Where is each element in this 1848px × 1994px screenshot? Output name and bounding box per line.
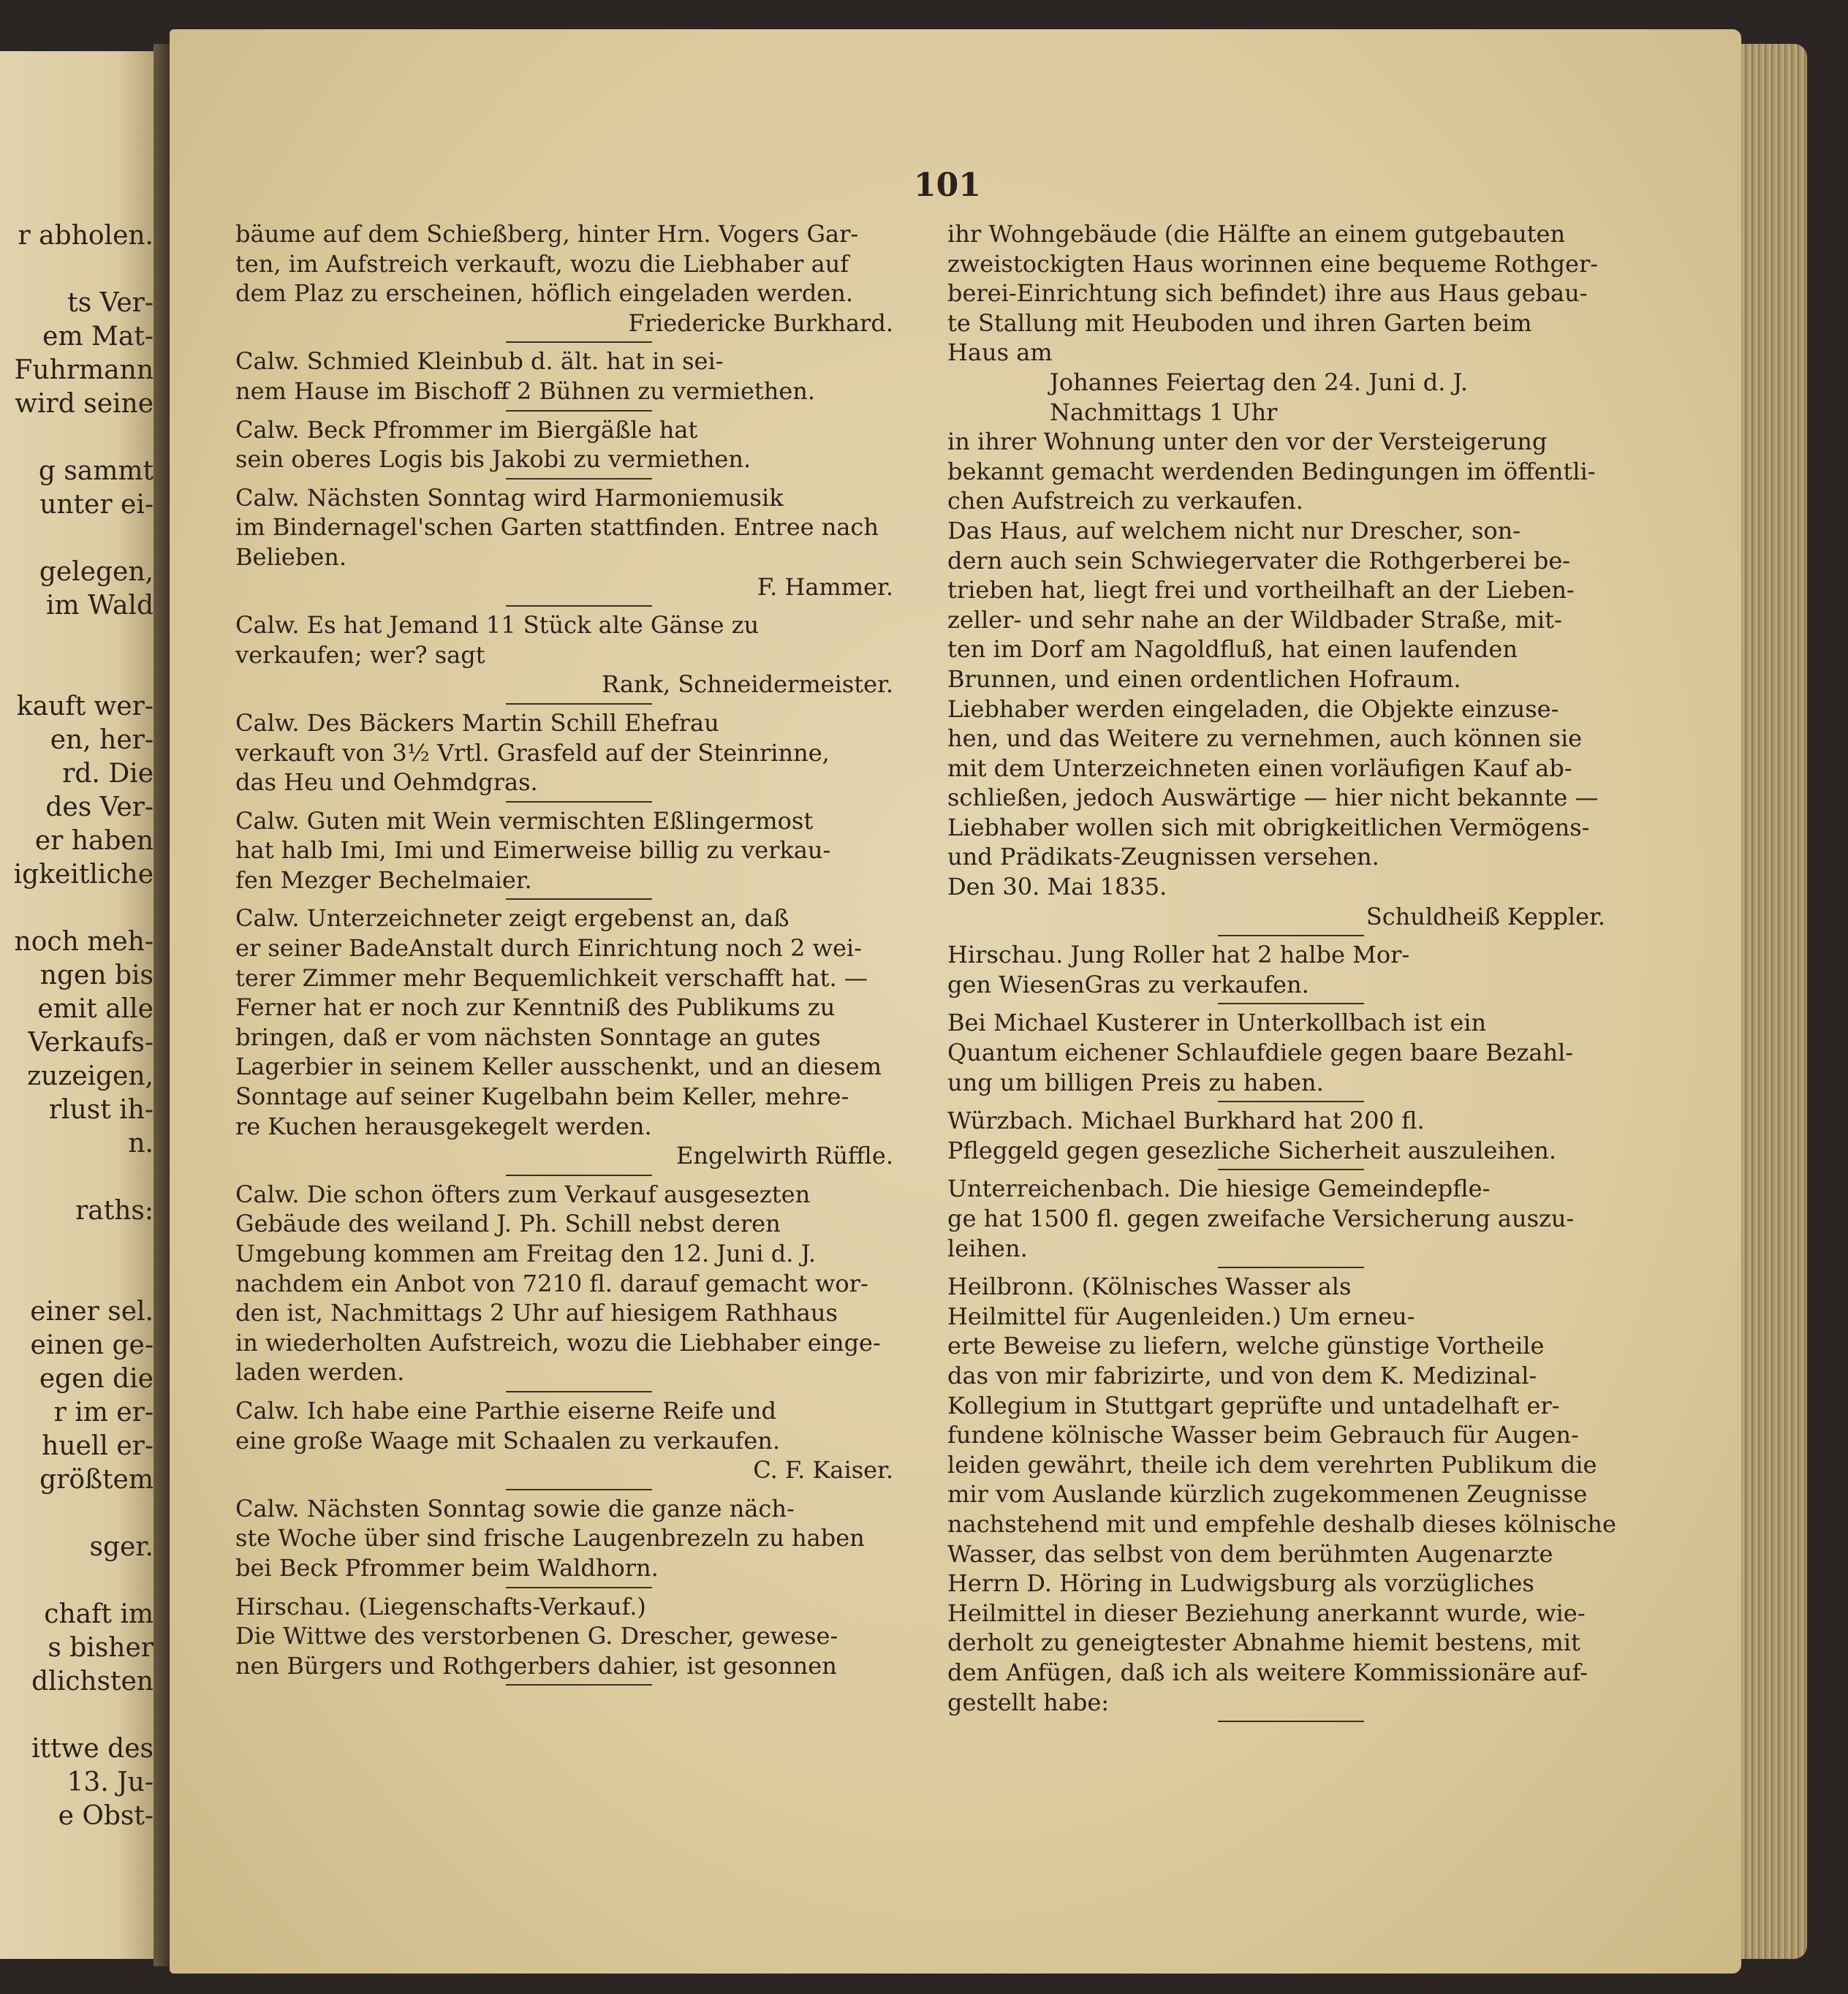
left-fragment-line: Fuhrmann <box>14 355 154 385</box>
text-line: Calw. Nächsten Sonntag sowie die ganze näch- <box>235 1494 795 1523</box>
signature-line: Friedericke Burkhard. <box>628 308 893 337</box>
notice-entry <box>235 1396 923 1485</box>
left-fragment-line: des Ver- <box>45 792 154 822</box>
text-line: leihen. <box>947 1234 1028 1262</box>
text-line: Calw. Es hat Jemand 11 Stück alte Gänse zu <box>235 611 760 640</box>
left-fragment-line: emit alle <box>37 994 154 1024</box>
left-fragment-line: zuzeigen, <box>27 1061 154 1091</box>
text-line: Bei Michael Kusterer in Unterkollbach ist ein <box>947 1009 1487 1037</box>
left-fragment-line <box>0 1564 154 1598</box>
notice-entry <box>947 940 1635 999</box>
left-fragment-line: größtem <box>39 1465 154 1495</box>
entry-separator <box>235 406 923 415</box>
text-line: und Prädikats-Zeugnissen versehen. <box>947 843 1379 871</box>
entry-separator <box>235 1171 923 1180</box>
text-line: das Heu und Oehmdgras. <box>235 768 538 797</box>
text-line: Hirschau. Jung Roller hat 2 halbe Mor- <box>947 941 1410 969</box>
entry-separator <box>235 1583 923 1592</box>
text-line: das von mir fabrizirte, und von dem K. Medizinal- <box>947 1361 1537 1390</box>
notice-entry <box>947 1272 1635 1717</box>
signature-line: F. Hammer. <box>757 572 893 601</box>
text-line: zweistockigten Haus worinnen eine bequeme Rothger- <box>947 249 1599 278</box>
entry-separator <box>947 1263 1635 1272</box>
text-line: Wasser, das selbst von dem berühmten Augenarzte <box>947 1539 1553 1568</box>
entry-separator <box>235 797 923 806</box>
text-line: nem Hause im Bischoff 2 Bühnen zu vermiethen. <box>235 376 816 405</box>
text-line: eine große Waage mit Schaalen zu verkaufen. <box>235 1426 781 1455</box>
left-fragment-line <box>0 656 154 690</box>
left-fragment-line: r im er- <box>53 1398 154 1428</box>
left-page <box>0 51 167 1959</box>
entry-separator <box>235 474 923 483</box>
left-fragment-line: egen die <box>39 1364 154 1394</box>
text-line: in wiederholten Aufstreich, wozu die Liebhaber einge- <box>235 1328 881 1357</box>
left-fragment-line: huell er- <box>42 1431 154 1461</box>
notice-entry <box>947 1174 1635 1263</box>
text-line: Calw. Die schon öfters zum Verkauf ausgesezten <box>235 1180 811 1208</box>
notice-entry <box>235 1494 923 1583</box>
text-line: Das Haus, auf welchem nicht nur Drescher, son- <box>947 516 1521 545</box>
left-fragment-line <box>0 1699 154 1732</box>
notice-entry <box>947 1008 1635 1097</box>
text-line: nen Bürgers und Rothgerbers dahier, ist gesonnen <box>235 1651 837 1680</box>
left-column <box>235 219 923 1689</box>
notice-entry <box>235 346 923 406</box>
text-line: te Stallung mit Heuboden und ihren Garten beim <box>947 308 1532 337</box>
text-line: dem Anfügen, daß ich als weitere Kommissionäre auf- <box>947 1658 1588 1686</box>
left-fragment-line: s bisher <box>48 1633 154 1663</box>
left-fragment-line: wird seine <box>15 389 154 419</box>
left-fragment-line: em Mat- <box>42 322 154 352</box>
text-line: laden werden. <box>235 1358 405 1387</box>
text-line: Pfleggeld gegen gesezliche Sicherheit auszuleihen. <box>947 1136 1557 1164</box>
left-fragment-line: ittwe des <box>31 1734 154 1764</box>
left-fragment-line <box>0 623 154 656</box>
text-line: Quantum eichener Schlaufdiele gegen baare Bezahl- <box>947 1039 1574 1067</box>
left-fragment-line: kauft wer- <box>16 691 154 721</box>
text-line: bekannt gemacht werdenden Bedingungen im öffentli- <box>947 457 1596 485</box>
text-line: trieben hat, liegt frei und vortheilhaft an der Lieben- <box>947 576 1575 604</box>
text-line: Calw. Nächsten Sonntag wird Harmoniemusik <box>235 483 784 512</box>
text-line: Calw. Beck Pfrommer im Biergäßle hat <box>235 415 698 444</box>
notice-entry <box>235 219 923 338</box>
text-line: mir vom Auslande kürzlich zugekommenen Zeugnisse <box>947 1480 1588 1509</box>
left-fragment-line: en, her- <box>50 725 154 755</box>
text-line: bäume auf dem Schießberg, hinter Hrn. Vogers Gar- <box>235 220 859 248</box>
entry-separator <box>235 1680 923 1689</box>
text-line: sein oberes Logis bis Jakobi zu vermiethen. <box>235 445 751 474</box>
text-line: er seiner BadeAnstalt durch Einrichtung noch 2 wei- <box>235 934 862 963</box>
signature-line: Schuldheiß Keppler. <box>1366 902 1605 930</box>
text-line: ge hat 1500 fl. gegen zweifache Versicherung auszu- <box>947 1205 1575 1232</box>
entry-separator <box>947 1717 1635 1726</box>
notice-entry <box>235 708 923 797</box>
notice-entry <box>235 483 923 602</box>
left-fragment-line: Verkaufs- <box>28 1028 154 1058</box>
text-line: verkaufen; wer? sagt <box>235 640 485 669</box>
text-line: Kollegium in Stuttgart geprüfte und untadelhaft er- <box>947 1391 1560 1419</box>
text-line: ung um billigen Preis zu haben. <box>947 1068 1324 1096</box>
left-fragment-line: noch meh- <box>14 927 154 957</box>
text-line: Calw. Ich habe eine Parthie eiserne Reife und <box>235 1396 776 1425</box>
entry-separator <box>947 1097 1635 1106</box>
left-fragment-line <box>0 253 154 287</box>
signature-line: C. F. Kaiser. <box>753 1456 893 1485</box>
text-line: Unterreichenbach. Die hiesige Gemeindepfle- <box>947 1175 1491 1203</box>
entry-separator <box>235 1485 923 1494</box>
text-line: zeller- und sehr nahe an der Wildbader Straße, mit- <box>947 605 1562 634</box>
left-fragment-line: g sammt <box>38 456 154 486</box>
text-line: nachdem ein Anbot von 7210 fl. darauf gemacht wor- <box>235 1269 868 1297</box>
left-fragment-line: einer sel. <box>30 1297 154 1327</box>
text-line: fundene kölnische Wasser beim Gebrauch für Augen- <box>947 1421 1579 1449</box>
left-fragment-line: rlust ih- <box>48 1095 154 1125</box>
text-line: terer Zimmer mehr Bequemlichkeit verschafft hat. — <box>235 963 868 992</box>
signature-line: Engelwirth Rüffle. <box>676 1142 893 1170</box>
left-fragment-line: er haben <box>34 826 154 856</box>
left-fragment-line: chaft im <box>44 1599 154 1629</box>
signature-line: Rank, Schneidermeister. <box>602 670 893 699</box>
left-page-fragments <box>0 219 154 1833</box>
text-line: mit dem Unterzeichneten einen vorläufigen Kauf ab- <box>947 754 1572 782</box>
text-line: Den 30. Mai 1835. <box>947 873 1167 901</box>
text-line: derholt zu geneigtester Abnahme hiemit bestens, mit <box>947 1629 1580 1657</box>
text-line: chen Aufstreich zu verkaufen. <box>947 487 1303 515</box>
left-fragment-line: sger. <box>89 1532 154 1562</box>
left-fragment-line: ngen bis <box>39 960 154 990</box>
left-fragment-line <box>0 1161 154 1194</box>
left-fragment-line: gelegen, <box>39 557 154 587</box>
left-fragment-line: raths: <box>75 1196 154 1226</box>
text-line: Die Wittwe des verstorbenen G. Drescher, gewese- <box>235 1622 838 1650</box>
text-line: Calw. Unterzeichneter zeigt ergebenst an, daß <box>235 904 789 933</box>
page-number: 101 <box>914 167 981 204</box>
text-line: Umgebung kommen am Freitag den 12. Juni d. J. <box>235 1240 817 1267</box>
left-fragment-line: im Wald <box>46 591 154 621</box>
left-fragment-line: einen ge- <box>30 1330 154 1360</box>
text-line: Brunnen, und einen ordentlichen Hofraum. <box>947 664 1461 693</box>
left-fragment-line <box>0 421 154 455</box>
notice-entry <box>235 1592 923 1681</box>
text-line: bei Beck Pfrommer beim Waldhorn. <box>235 1553 659 1582</box>
text-line: Liebhaber wollen sich mit obrigkeitlichen Vermögens- <box>947 813 1590 841</box>
text-line: im Bindernagel'schen Garten stattfinden. Entree nach <box>235 513 879 542</box>
entry-separator <box>235 1387 923 1396</box>
left-fragment-line <box>0 1497 154 1531</box>
text-line: ten, im Aufstreich verkauft, wozu die Liebhaber auf <box>235 249 849 278</box>
text-line: Ferner hat er noch zur Kenntniß des Publikums zu <box>235 993 836 1022</box>
text-line: hat halb Imi, Imi und Eimerweise billig zu verkau- <box>235 836 831 865</box>
left-fragment-line: n. <box>128 1129 154 1159</box>
text-line: schließen, jedoch Auswärtige — hier nicht bekannte — <box>947 784 1599 812</box>
text-line: re Kuchen herausgekegelt werden. <box>235 1112 652 1140</box>
notice-entry <box>235 415 923 474</box>
notice-entry <box>947 1106 1635 1165</box>
entry-separator <box>235 602 923 610</box>
text-line: Nachmittags 1 Uhr <box>1050 398 1278 426</box>
text-line: Heilbronn. (Kölnisches Wasser als <box>947 1273 1352 1301</box>
left-fragment-line: rd. Die <box>62 759 154 789</box>
text-line: ste Woche über sind frische Laugenbrezeln zu haben <box>235 1524 865 1553</box>
text-line: Calw. Schmied Kleinbub d. ält. hat in sei- <box>235 347 724 376</box>
text-line: Hirschau. (Liegenschafts-Verkauf.) <box>235 1592 646 1620</box>
entry-separator <box>947 1165 1635 1174</box>
text-line: Herrn D. Höring in Ludwigsburg als vorzügliches <box>947 1569 1534 1598</box>
left-fragment-line <box>0 892 154 925</box>
text-line: Belieben. <box>235 542 347 571</box>
text-line: Johannes Feiertag den 24. Juni d. J. <box>1050 368 1469 396</box>
entry-separator <box>947 999 1635 1008</box>
text-line: Heilmittel in dieser Beziehung anerkannt wurde, wie- <box>947 1599 1586 1627</box>
left-fragment-line: e Obst- <box>58 1801 154 1831</box>
notice-entry <box>235 806 923 895</box>
text-line: hen, und das Weitere zu vernehmen, auch können sie <box>947 724 1583 753</box>
text-line: in ihrer Wohnung unter den vor der Versteigerung <box>947 428 1548 456</box>
notice-entry <box>235 610 923 700</box>
entry-separator <box>235 895 923 903</box>
text-line: Gebäude des weiland J. Ph. Schill nebst deren <box>235 1210 781 1238</box>
notice-entry <box>235 903 923 1170</box>
text-line: gen WiesenGras zu verkaufen. <box>947 970 1309 998</box>
left-fragment-line: unter ei- <box>39 490 154 520</box>
text-line: Heilmittel für Augenleiden.) Um erneu- <box>947 1302 1415 1330</box>
left-fragment-line: igkeitliche <box>13 860 154 890</box>
left-fragment-line <box>0 522 154 556</box>
notice-entry <box>235 1180 923 1387</box>
left-fragment-line: 13. Ju- <box>67 1767 154 1797</box>
text-line: Calw. Guten mit Wein vermischten Eßlingermost <box>235 806 814 835</box>
entry-separator <box>235 338 923 346</box>
left-fragment-line: dlichsten <box>31 1667 154 1697</box>
text-line: Würzbach. Michael Burkhard hat 200 fl. <box>947 1107 1425 1135</box>
text-line: leiden gewährt, theile ich dem verehrten Publikum die <box>947 1450 1597 1479</box>
text-line: verkauft von 3½ Vrtl. Grasfeld auf der Steinrinne, <box>235 738 830 767</box>
text-line: Liebhaber werden eingeladen, die Objekte einzuse- <box>947 694 1559 723</box>
text-line: gestellt habe: <box>947 1688 1110 1716</box>
text-line: dem Plaz zu erscheinen, höflich eingeladen werden. <box>235 279 854 308</box>
right-column <box>947 219 1635 1726</box>
text-line: berei-Einrichtung sich befindet) ihre aus Haus gebau- <box>947 279 1588 308</box>
text-line: Calw. Des Bäckers Martin Schill Ehefrau <box>235 708 719 737</box>
notice-entry <box>947 219 1635 931</box>
text-line: ihr Wohngebäude (die Hälfte an einem gutgebauten <box>947 220 1566 248</box>
entry-separator <box>235 700 923 708</box>
text-line: fen Mezger Bechelmaier. <box>235 865 532 894</box>
left-fragment-line <box>0 1262 154 1295</box>
text-line: Sonntage auf seiner Kugelbahn beim Keller, mehre- <box>235 1083 849 1111</box>
text-line: Haus am <box>947 338 1053 367</box>
left-fragment-line <box>0 1228 154 1262</box>
text-line: den ist, Nachmittags 2 Uhr auf hiesigem Rathhaus <box>235 1299 838 1327</box>
page-edges <box>1741 44 1807 1959</box>
left-fragment-line: ts Ver- <box>67 288 154 318</box>
text-line: ten im Dorf am Nagoldfluß, hat einen laufenden <box>947 635 1518 664</box>
left-fragment-line: r abholen. <box>18 221 154 251</box>
text-line: dern auch sein Schwiegervater die Rothgerberei be- <box>947 546 1571 575</box>
entry-separator <box>947 931 1635 940</box>
text-line: bringen, daß er vom nächsten Sonntage an gutes <box>235 1023 821 1051</box>
text-line: Lagerbier in seinem Keller ausschenkt, und an diesem <box>235 1053 882 1081</box>
text-line: erte Beweise zu liefern, welche günstige Vortheile <box>947 1332 1545 1360</box>
text-line: nachstehend mit und empfehle deshalb dieses kölnische <box>947 1509 1616 1538</box>
